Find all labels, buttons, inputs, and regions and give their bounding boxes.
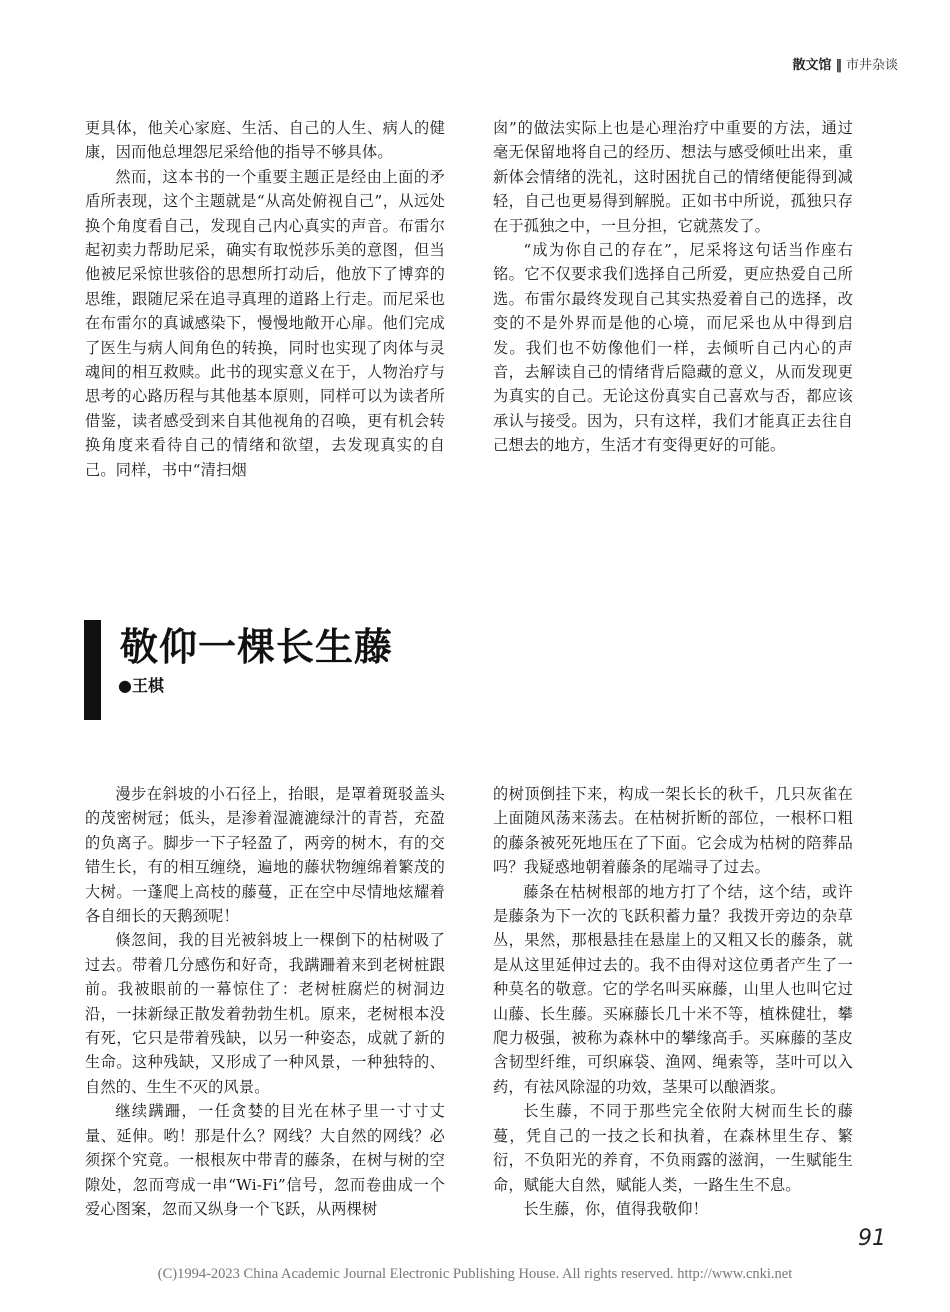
article1-column-left	[85, 116, 445, 482]
article1-column-right	[493, 116, 853, 458]
article-title: 敬仰一棵长生藤	[120, 624, 394, 669]
paragraph: 长生藤，不同于那些完全依附大树而生长的藤蔓，凭自己的一技之长和执着，在森林里生存、繁衍，不负阳光的养育，不负雨露的滋润，一生赋能生命，赋能大自然，赋能人类，一路生生不息。	[493, 1102, 853, 1194]
article-author: ●王棋	[118, 676, 164, 695]
paragraph: 倏忽间，我的目光被斜坡上一棵倒下的枯树吸了过去。带着几分感伤和好奇，我蹒跚着来到老树桩跟前。我被眼前的一幕惊住了：老树桩腐烂的树洞边沿，一抹新绿正散发着勃勃生机。原来，老树根本没有死，它只是带着残缺，以另一种姿态，成就了新的生命。这种残缺，又形成了一种风景，一种独特的、自然的、生生不灭的风景。	[85, 931, 445, 1096]
article2-column-right	[493, 782, 853, 1221]
paragraph: 更具体，他关心家庭、生活、自己的人生、病人的健康，因而他总埋怨尼采给他的指导不够具体。	[85, 119, 445, 162]
title-accent-bar	[84, 620, 101, 720]
paragraph: 然而，这本书的一个重要主题正是经由上面的矛盾所表现，这个主题就是“从高处俯视自己”，从远处换个角度看自己，发现自己内心真实的声音。布雷尔起初卖力帮助尼采，确实有取悦莎乐美的意图，但当他被尼采惊世骇俗的思想所打动后，他放下了博弈的思维，跟随尼采在追寻真理的道路上行走。而尼采也在布雷尔的真诚感染下，慢慢地敞开心扉。他们完成了医生与病人间角色的转换，同时也实现了肉体与灵魂间的相互救赎。此书的现实意义在于，人物治疗与思考的心路历程与其他基本原则，同样可以为读者所借鉴，读者感受到来自其他视角的召唤，更有机会转换角度来看待自己的情绪和欲望，去发现真实的自己。同样，书中“清扫烟	[85, 167, 445, 479]
paragraph: 藤条在枯树根部的地方打了个结，这个结，或许是藤条为下一次的飞跃积蓄力量？我拨开旁边的杂草丛，果然，那根悬挂在悬崖上的又粗又长的藤条，就是从这里延伸过去的。我不由得对这位勇者产生了一种莫名的敬意。它的学名叫买麻藤，山里人也叫它过山藤、长生藤。买麻藤长几十米不等，植株健壮，攀爬力极强，被称为森林中的攀缘高手。买麻藤的茎皮含韧型纤维，可织麻袋、渔网、绳索等，茎叶可以入药，有祛风除湿的功效，茎果可以酿酒浆。	[493, 882, 853, 1096]
header-separator: ‖	[835, 58, 842, 73]
running-header	[792, 54, 898, 73]
paragraph: “成为你自己的存在”，尼采将这句话当作座右铭。它不仅要求我们选择自己所爱，更应热爱自己所选。布雷尔最终发现自己其实热爱着自己的选择，改变的不是外界而是他的心境，而尼采也从中得到启发。我们也不妨像他们一样，去倾听自己内心的声音，去解读自己的情绪背后隐藏的意义，从而发现更为真实的自己。无论这份真实自己喜欢与否，都应该承认与接受。因为，只有这样，我们才能真正去往自己想去的地方，生活才有变得更好的可能。	[493, 241, 853, 455]
paragraph: 囱”的做法实际上也是心理治疗中重要的方法，通过毫无保留地将自己的经历、想法与感受倾吐出来，重新体会情绪的洗礼，这时困扰自己的情绪便能得到减轻，自己也更易得到解脱。正如书中所说，孤独只存在于孤独之中，一旦分担，它就蒸发了。	[493, 119, 853, 235]
copyright-footer: (C)1994-2023 China Academic Journal Electronic Publishing House. All rights reserved. http://www.cnki.net	[157, 1266, 793, 1282]
column-section: 市井杂谈	[845, 58, 898, 73]
article2-column-left	[85, 782, 445, 1221]
page-number: 91	[858, 1226, 886, 1251]
paragraph: 继续蹒跚，一任贪婪的目光在林子里一寸寸丈量、延伸。哟！那是什么？网线？大自然的网线？必须探个究竟。一根根灰中带青的藤条，在树与树的空隙处，忽而弯成一串“Wi-Fi”信号，忽而卷曲成一个爱心图案，忽而又纵身一个飞跃，从两棵树	[85, 1102, 445, 1218]
paragraph: 漫步在斜坡的小石径上，抬眼，是罩着斑驳盖头的茂密树冠；低头，是渗着湿漉漉绿汁的青苔，充盈的负离子。脚步一下子轻盈了，两旁的树木，有的交错生长，有的相互缠绕，遍地的藤状物缠绵着繁茂的大树。一蓬爬上高枝的藤蔓，正在空中尽情地炫耀着各自细长的天鹅颈呢！	[85, 785, 445, 926]
paragraph: 长生藤，你，值得我敬仰！	[523, 1199, 709, 1218]
column-brand: 散文馆	[792, 58, 832, 73]
paragraph: 的树顶倒挂下来，构成一架长长的秋千，几只灰雀在上面随风荡来荡去。在枯树折断的部位，一根杯口粗的藤条被死死地压在了下面。它会成为枯树的陪葬品吗？我疑惑地朝着藤条的尾端寻了过去。	[493, 785, 853, 877]
